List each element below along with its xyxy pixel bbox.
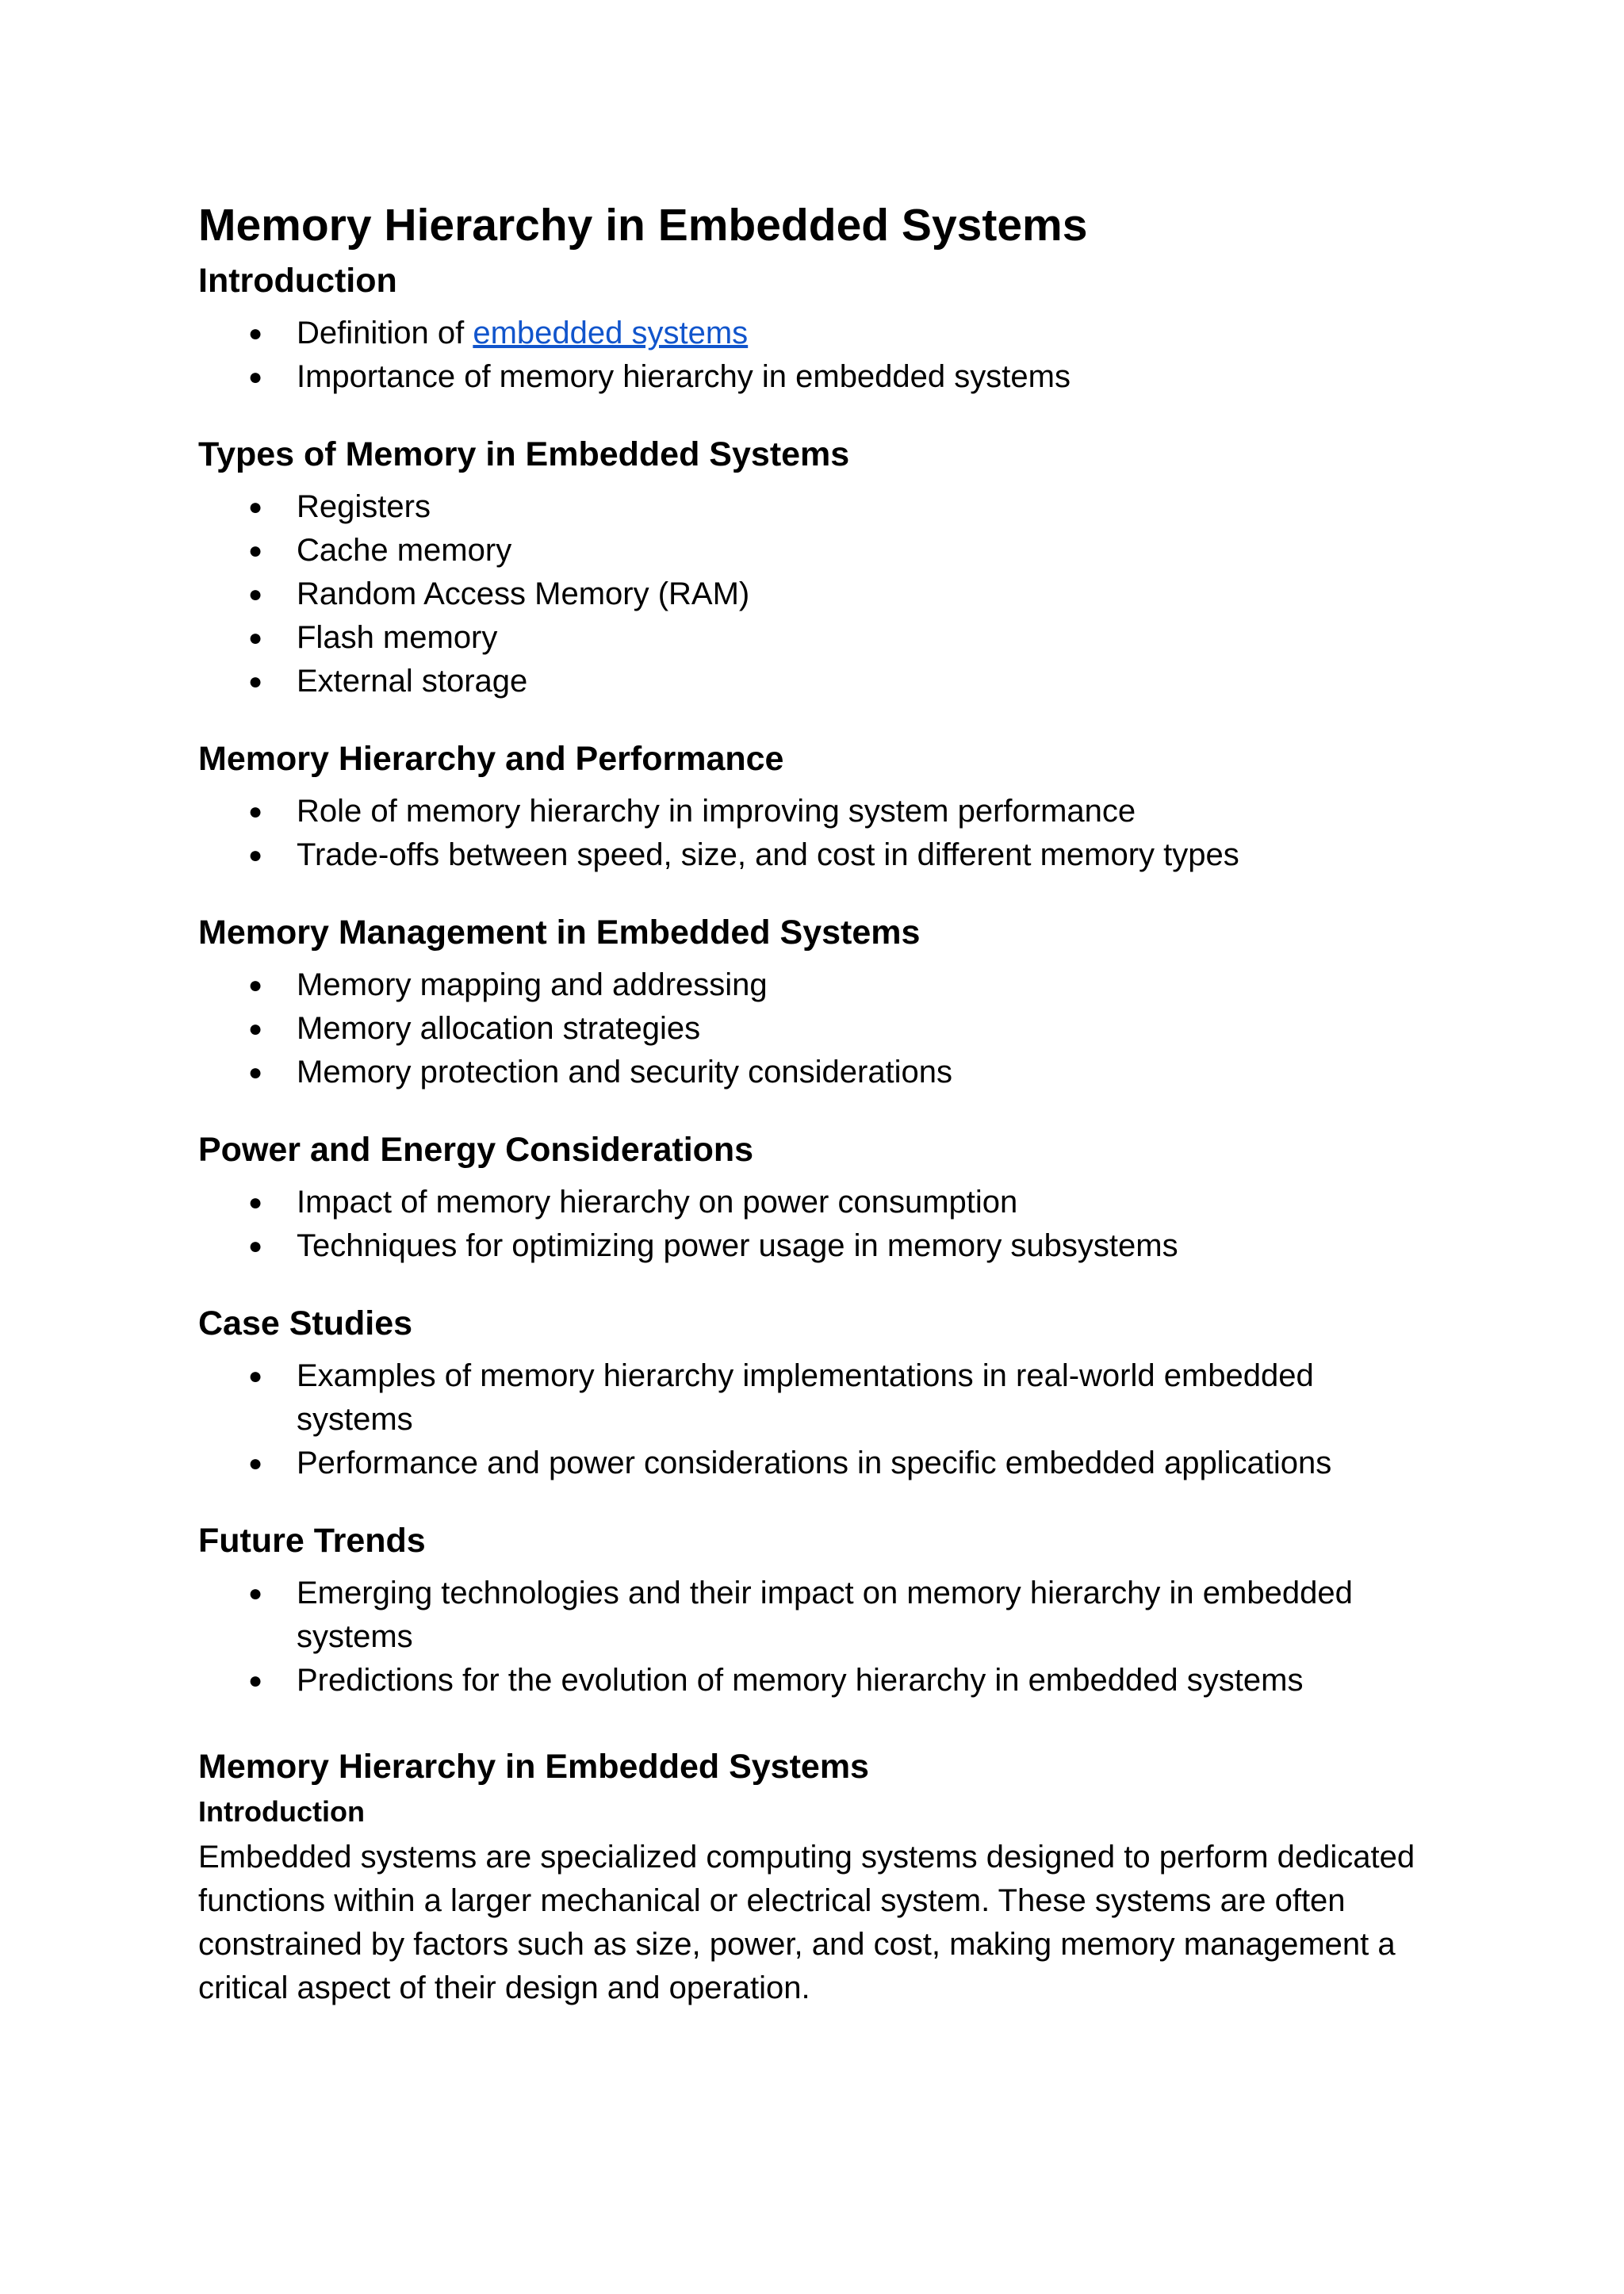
- list-item-text: Definition of: [297, 316, 473, 350]
- bullet-icon: ●: [248, 364, 263, 390]
- list-item-text: Performance and power considerations in specific embedded applications: [297, 1446, 1332, 1480]
- list-item-text: Predictions for the evolution of memory hierarchy in embedded systems: [297, 1663, 1304, 1698]
- section-heading-memory-management: Memory Management in Embedded Systems: [198, 913, 921, 952]
- list-item: [198, 312, 1356, 355]
- bullet-icon: ●: [248, 625, 263, 651]
- section-heading-case-studies: Case Studies: [198, 1304, 413, 1342]
- list-item-text: Importance of memory hierarchy in embedded systems: [297, 359, 1071, 394]
- bullet-icon: ●: [248, 798, 263, 825]
- article-title: Memory Hierarchy in Embedded Systems: [198, 1748, 869, 1786]
- bullet-icon: ●: [248, 1016, 263, 1042]
- bullet-icon: ●: [248, 1363, 263, 1389]
- bullet-icon: ●: [248, 668, 263, 695]
- bullet-list-performance: [198, 790, 1435, 877]
- list-item-text: Techniques for optimizing power usage in memory subsystems: [297, 1228, 1178, 1263]
- bullet-icon: ●: [248, 1668, 263, 1694]
- list-item: [198, 1007, 1356, 1051]
- list-item-text: Trade-offs between speed, size, and cost in different memory types: [297, 837, 1239, 872]
- list-item: [198, 1442, 1356, 1485]
- list-item-text: Random Access Memory (RAM): [297, 576, 750, 611]
- article-subheading: Introduction: [198, 1795, 365, 1828]
- document-page: [198, 194, 1435, 2010]
- article-paragraph: Embedded systems are specialized computing systems designed to perform dedicated functions within a larger mechanical or electrical system. These systems are often constrained by factors such as size, power, and cost, making memory management a critical aspect of their design and operation.: [198, 1840, 1415, 2005]
- list-item-text: Cache memory: [297, 533, 512, 568]
- bullet-icon: ●: [248, 1450, 263, 1476]
- bullet-icon: ●: [248, 494, 263, 520]
- list-item: [198, 1354, 1356, 1442]
- bullet-icon: ●: [248, 1059, 263, 1086]
- bullet-icon: ●: [248, 1189, 263, 1216]
- bullet-icon: ●: [248, 581, 263, 607]
- list-item: [198, 1224, 1356, 1268]
- bullet-list-introduction: [198, 312, 1435, 399]
- list-item: [198, 660, 1356, 703]
- list-item-text: Examples of memory hierarchy implementations in real-world embedded systems: [297, 1358, 1314, 1437]
- list-item: [198, 485, 1356, 529]
- bullet-list-memory-management: [198, 963, 1435, 1094]
- list-item-text: Impact of memory hierarchy on power consumption: [297, 1185, 1018, 1220]
- list-item-text: Memory protection and security considerations: [297, 1055, 953, 1090]
- bullet-list-power-energy: [198, 1181, 1435, 1268]
- bullet-icon: ●: [248, 320, 263, 347]
- bullet-list-types-of-memory: [198, 485, 1435, 703]
- bullet-icon: ●: [248, 1580, 263, 1607]
- bullet-icon: ●: [248, 972, 263, 998]
- list-item: [198, 1659, 1356, 1702]
- section-heading-power-energy: Power and Energy Considerations: [198, 1131, 754, 1169]
- document-title: Memory Hierarchy in Embedded Systems: [198, 200, 1088, 251]
- list-item: [198, 833, 1356, 877]
- list-item: [198, 1181, 1356, 1224]
- list-item: [198, 529, 1356, 573]
- section-heading-introduction: Introduction: [198, 262, 397, 300]
- list-item-text: Role of memory hierarchy in improving system performance: [297, 794, 1136, 829]
- bullet-icon: ●: [248, 1233, 263, 1259]
- list-item: [198, 1572, 1356, 1659]
- list-item: [198, 616, 1356, 660]
- section-heading-performance: Memory Hierarchy and Performance: [198, 740, 784, 778]
- list-item: [198, 963, 1356, 1007]
- section-heading-types-of-memory: Types of Memory in Embedded Systems: [198, 435, 850, 473]
- list-item: [198, 1051, 1356, 1094]
- list-item-text: Emerging technologies and their impact on memory hierarchy in embedded systems: [297, 1576, 1353, 1654]
- list-item-text: External storage: [297, 664, 528, 699]
- section-heading-future-trends: Future Trends: [198, 1522, 426, 1560]
- list-item-text: Memory mapping and addressing: [297, 967, 768, 1002]
- list-item: [198, 355, 1356, 399]
- list-item-text: Registers: [297, 489, 431, 524]
- bullet-list-future-trends: [198, 1572, 1435, 1702]
- list-item: [198, 790, 1356, 833]
- bullet-icon: ●: [248, 842, 263, 868]
- list-item-text: Memory allocation strategies: [297, 1011, 701, 1046]
- list-item: [198, 573, 1356, 616]
- bullet-list-case-studies: [198, 1354, 1435, 1485]
- embedded-systems-link[interactable]: embedded systems: [473, 316, 749, 350]
- bullet-icon: ●: [248, 538, 263, 564]
- list-item-text: Flash memory: [297, 620, 498, 655]
